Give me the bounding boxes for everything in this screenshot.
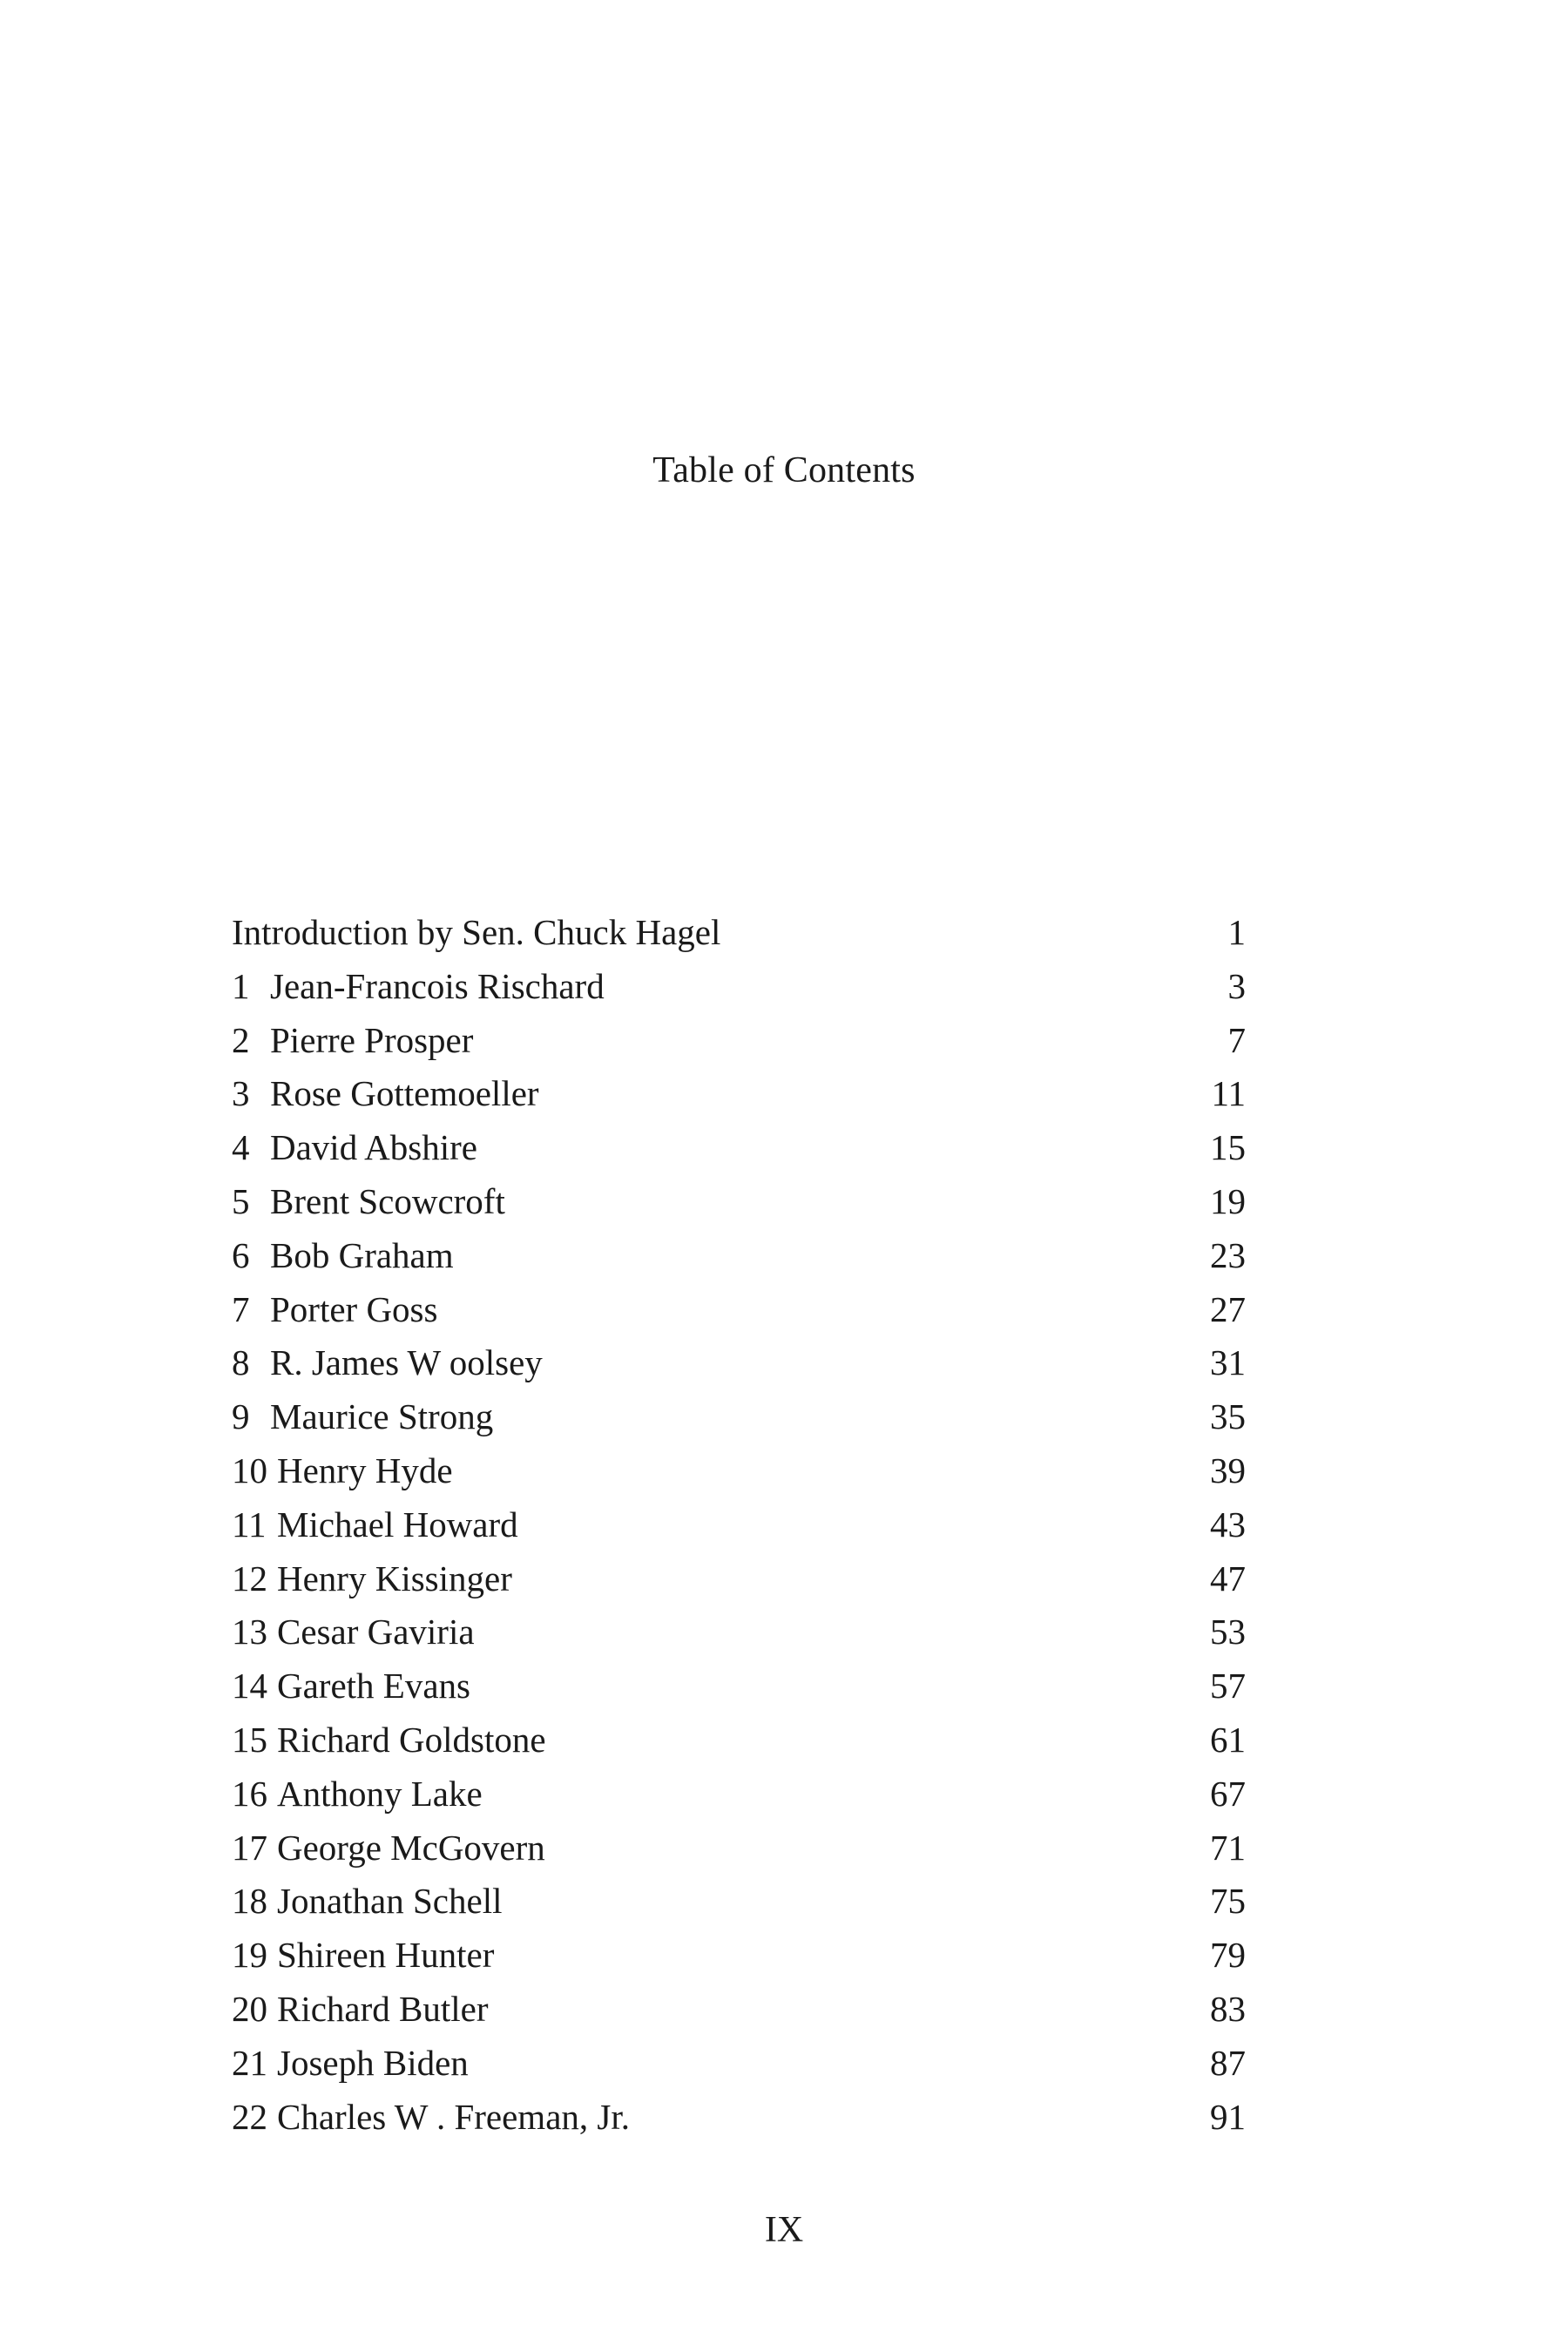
toc-entry (232, 1659, 1246, 1713)
toc-entry-number: 4 (232, 1127, 250, 1168)
toc-entry-number: 16 (232, 1773, 267, 1814)
toc-entry (232, 1767, 1246, 1821)
toc-entry-page: 39 (1210, 1450, 1246, 1490)
toc-entry-name: Rose Gottemoeller (270, 1073, 539, 1114)
toc-entry-page: 53 (1210, 1612, 1246, 1652)
toc-entry (232, 1498, 1246, 1552)
toc-entry-name: Jean-Francois Rischard (270, 965, 605, 1006)
toc-entry (232, 1229, 1246, 1283)
toc-entry-page: 87 (1210, 2042, 1246, 2083)
toc-entry (232, 1283, 1246, 1337)
toc-entry-page: 47 (1210, 1558, 1246, 1598)
toc-entry-name: Anthony Lake (277, 1773, 483, 1814)
toc-entry-page: 35 (1210, 1396, 1246, 1437)
toc-entry (232, 960, 1246, 1014)
toc-entry-number: 19 (232, 1935, 267, 1976)
toc-entry-page: 19 (1210, 1180, 1246, 1221)
toc-entry-number: 17 (232, 1827, 267, 1868)
toc-entry-name: George McGovern (277, 1827, 545, 1868)
toc-entry-page: 61 (1210, 1719, 1246, 1760)
toc-entry-name: R. James W oolsey (270, 1342, 543, 1383)
toc-entry-name: Cesar Gaviria (277, 1612, 475, 1652)
toc-entry (232, 1605, 1246, 1659)
toc-entry-name: Michael Howard (277, 1504, 518, 1544)
toc-entry-name: Gareth Evans (277, 1666, 470, 1707)
toc-entry-name: Pierre Prosper (270, 1019, 474, 1060)
toc-entry-name: Joseph Biden (277, 2042, 469, 2083)
toc-entry-name: Richard Goldstone (277, 1719, 546, 1760)
toc-entry (232, 1121, 1246, 1175)
toc-entry-number: 2 (232, 1019, 250, 1060)
toc-entry (232, 1444, 1246, 1498)
toc-entry-number: 13 (232, 1612, 267, 1652)
toc-entry-name: Charles W . Freeman, Jr. (277, 2096, 630, 2137)
toc-entry-page: 7 (1227, 1019, 1246, 1060)
toc-entry-number: 21 (232, 2042, 267, 2083)
toc-entry-name: Jonathan Schell (277, 1881, 503, 1922)
toc-entry-page: 79 (1210, 1935, 1246, 1976)
toc-entry-introduction (232, 906, 1246, 960)
toc-entry-name: Brent Scowcroft (270, 1180, 505, 1221)
toc-entry-page: 75 (1210, 1881, 1246, 1922)
toc-entry (232, 1821, 1246, 1876)
toc-entry-name: Henry Hyde (277, 1450, 453, 1490)
toc-entry-name: David Abshire (270, 1127, 477, 1168)
toc-entry-page: 3 (1227, 965, 1246, 1006)
toc-entry-number: 9 (232, 1396, 250, 1437)
toc-entry (232, 2091, 1246, 2145)
toc-entry (232, 1390, 1246, 1444)
toc-entry-number: 11 (232, 1504, 267, 1544)
toc-entry (232, 1336, 1246, 1390)
toc-entry-number: 14 (232, 1666, 267, 1707)
toc-entry-page: 83 (1210, 1988, 1246, 2029)
toc-entry (232, 1067, 1246, 1121)
toc-entry-number: 1 (232, 965, 250, 1006)
toc-entry-number: 5 (232, 1180, 250, 1221)
toc-entry-name: Shireen Hunter (277, 1935, 495, 1976)
toc-entry (232, 1929, 1246, 1983)
toc-entry (232, 2037, 1246, 2091)
toc-entry-name: Richard Butler (277, 1988, 489, 2029)
toc-entry-page: 31 (1210, 1342, 1246, 1383)
toc-entry-page: 43 (1210, 1504, 1246, 1544)
toc-entry-page: 11 (1211, 1073, 1246, 1114)
toc-entry-page: 1 (1227, 912, 1246, 952)
toc-entry-number: 22 (232, 2096, 267, 2137)
toc-entry-name: Bob Graham (270, 1234, 454, 1275)
toc-title: Table of Contents (652, 450, 916, 490)
page-number: IX (764, 2210, 804, 2250)
toc-entry-page: 23 (1210, 1234, 1246, 1275)
toc-entry (232, 1175, 1246, 1229)
toc-list (232, 906, 1246, 2144)
toc-entry-page: 71 (1210, 1827, 1246, 1868)
toc-entry (232, 1983, 1246, 2037)
toc-entry (232, 1014, 1246, 1068)
toc-entry-page: 15 (1210, 1127, 1246, 1168)
toc-entry-page: 91 (1210, 2096, 1246, 2137)
toc-entry-number: 20 (232, 1988, 267, 2029)
toc-entry-number: 12 (232, 1558, 267, 1598)
toc-entry (232, 1713, 1246, 1767)
toc-entry-number: 8 (232, 1342, 250, 1383)
toc-entry-number: 10 (232, 1450, 267, 1490)
toc-entry-number: 3 (232, 1073, 250, 1114)
toc-entry-page: 57 (1210, 1666, 1246, 1707)
toc-entry-name: Maurice Strong (270, 1396, 494, 1437)
toc-entry-name: Porter Goss (270, 1288, 438, 1329)
toc-entry-name: Henry Kissinger (277, 1558, 512, 1598)
toc-entry-number: 15 (232, 1719, 267, 1760)
toc-entry-page: 27 (1210, 1288, 1246, 1329)
toc-entry (232, 1552, 1246, 1606)
toc-entry-name: Introduction by Sen. Chuck Hagel (232, 912, 721, 952)
toc-entry-number: 18 (232, 1881, 267, 1922)
toc-entry-page: 67 (1210, 1773, 1246, 1814)
toc-entry-number: 6 (232, 1234, 250, 1275)
toc-entry (232, 1875, 1246, 1929)
toc-entry-number: 7 (232, 1288, 250, 1329)
